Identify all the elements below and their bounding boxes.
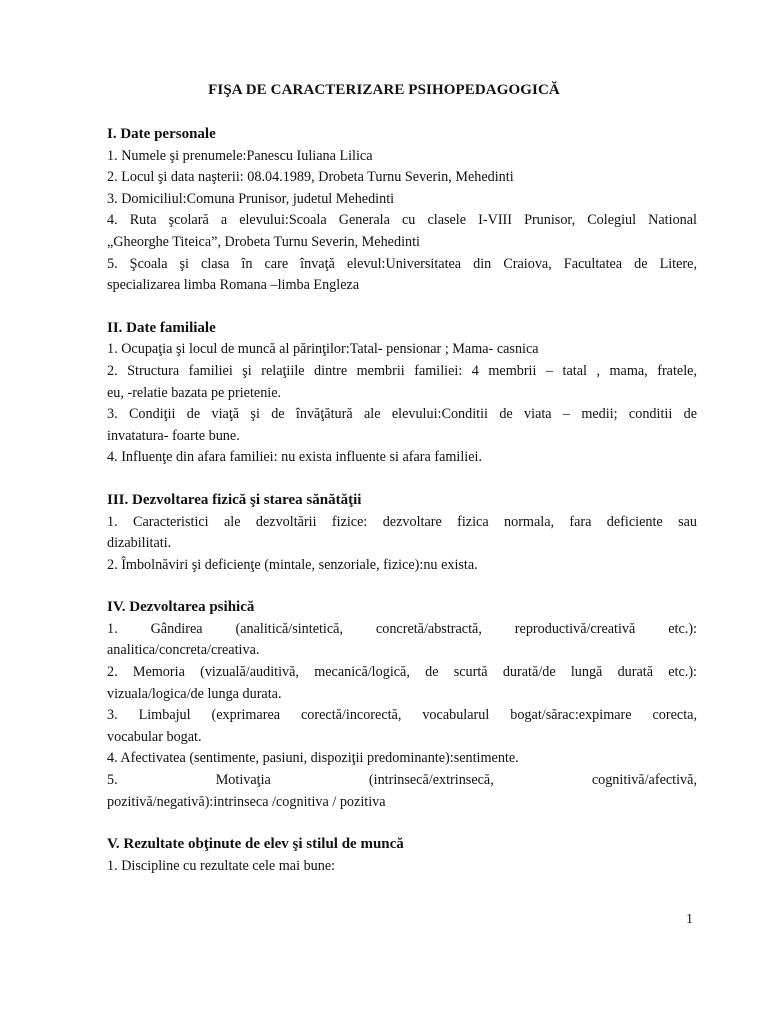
text-line: 1. Gândirea (analitică/sintetică, concretă/abstractă, reproductivă/creativă etc.):	[107, 620, 697, 637]
section	[107, 124, 697, 297]
text-line: invatatura- foarte bune.	[107, 427, 240, 444]
document-body	[107, 124, 697, 898]
text-line: „Gheorghe Titeica”, Drobeta Turnu Severin, Mehedinti	[107, 233, 420, 250]
list-item	[107, 210, 697, 253]
section-heading: V. Rezultate obţinute de elev şi stilul de muncă	[107, 836, 404, 853]
list-item	[107, 146, 697, 168]
text-line: 1. Discipline cu rezultate cele mai bune:	[107, 857, 336, 874]
text-line: dizabilitati.	[107, 535, 172, 552]
list-item	[107, 189, 697, 211]
text-line: 3. Domiciliul:Comuna Prunisor, judetul Mehedinti	[107, 190, 395, 207]
section	[107, 834, 697, 877]
text-line: 3. Condiţii de viaţă şi de învăţătură ale elevului:Conditii de viata – medii; conditii de	[107, 406, 697, 423]
list-item	[107, 748, 697, 770]
list-item	[107, 254, 697, 297]
text-line: specializarea limba Romana –limba Engleza	[107, 277, 360, 294]
list-item	[107, 167, 697, 189]
section-heading: III. Dezvoltarea fizică şi starea sănătăţii	[107, 491, 362, 508]
text-line: vizuala/logica/de lunga durata.	[107, 685, 282, 702]
list-item	[107, 770, 697, 813]
text-line: 4. Afectivatea (sentimente, pasiuni, dispoziţii predominante):sentimente.	[107, 750, 519, 767]
page-number: 1	[686, 912, 693, 927]
list-item	[107, 555, 697, 577]
list-item	[107, 662, 697, 705]
text-line: analitica/concreta/creativa.	[107, 642, 260, 659]
list-item	[107, 361, 697, 404]
section-heading: II. Date familiale	[107, 319, 216, 336]
document-title: FIŞA DE CARACTERIZARE PSIHOPEDAGOGICĂ	[208, 82, 560, 98]
text-line: 5. Motivaţia (intrinsecă/extrinsecă, cognitivă/afectivă,	[107, 772, 697, 789]
list-item	[107, 856, 697, 878]
text-line: 5. Şcoala şi clasa în care învaţă elevul:Universitatea din Craiova, Facultatea de Litere,	[107, 255, 697, 272]
list-item	[107, 512, 697, 555]
section-heading: I. Date personale	[107, 126, 216, 142]
list-item	[107, 404, 697, 447]
text-line: 4. Influenţe din afara familiei: nu exista influente si afara familiei.	[107, 449, 483, 466]
text-line: 1. Ocupaţia şi locul de muncă al părinţilor:Tatal- pensionar ; Mama- casnica	[107, 341, 539, 358]
text-line: 1. Caracteristici ale dezvoltării fizice: dezvoltare fizica normala, fara deficiente sau	[107, 513, 697, 530]
text-line: pozitivă/negativă):intrinseca /cognitiva / pozitiva	[107, 793, 386, 810]
text-line: vocabular bogat.	[107, 728, 202, 745]
section	[107, 490, 697, 576]
text-line: 2. Memoria (vizuală/auditivă, mecanică/logică, de scurtă durată/de lungă durată etc.):	[107, 664, 697, 681]
text-line: 2. Locul şi data naşterii: 08.04.1989, Drobeta Turnu Severin, Mehedinti	[107, 169, 514, 186]
text-line: 2. Structura familiei şi relaţiile dintre membrii familiei: 4 membrii – tatal , mama, fratele,	[107, 362, 697, 379]
text-line: eu, -relatie bazata pe prietenie.	[107, 384, 282, 401]
text-line: 2. Îmbolnăviri şi deficienţe (mintale, senzoriale, fizice):nu exista.	[107, 556, 478, 573]
list-item	[107, 705, 697, 748]
list-item	[107, 619, 697, 662]
section	[107, 597, 697, 813]
list-item	[107, 339, 697, 361]
list-item	[107, 447, 697, 469]
section	[107, 318, 697, 469]
text-line: 3. Limbajul (exprimarea corectă/incorectă, vocabularul bogat/sărac:expimare corecta,	[107, 707, 697, 724]
section-heading: IV. Dezvoltarea psihică	[107, 599, 255, 616]
text-line: 1. Numele şi prenumele:Panescu Iuliana Lilica	[107, 147, 373, 164]
text-line: 4. Ruta şcolară a elevului:Scoala Generala cu clasele I-VIII Prunisor, Colegiul National	[107, 212, 697, 229]
